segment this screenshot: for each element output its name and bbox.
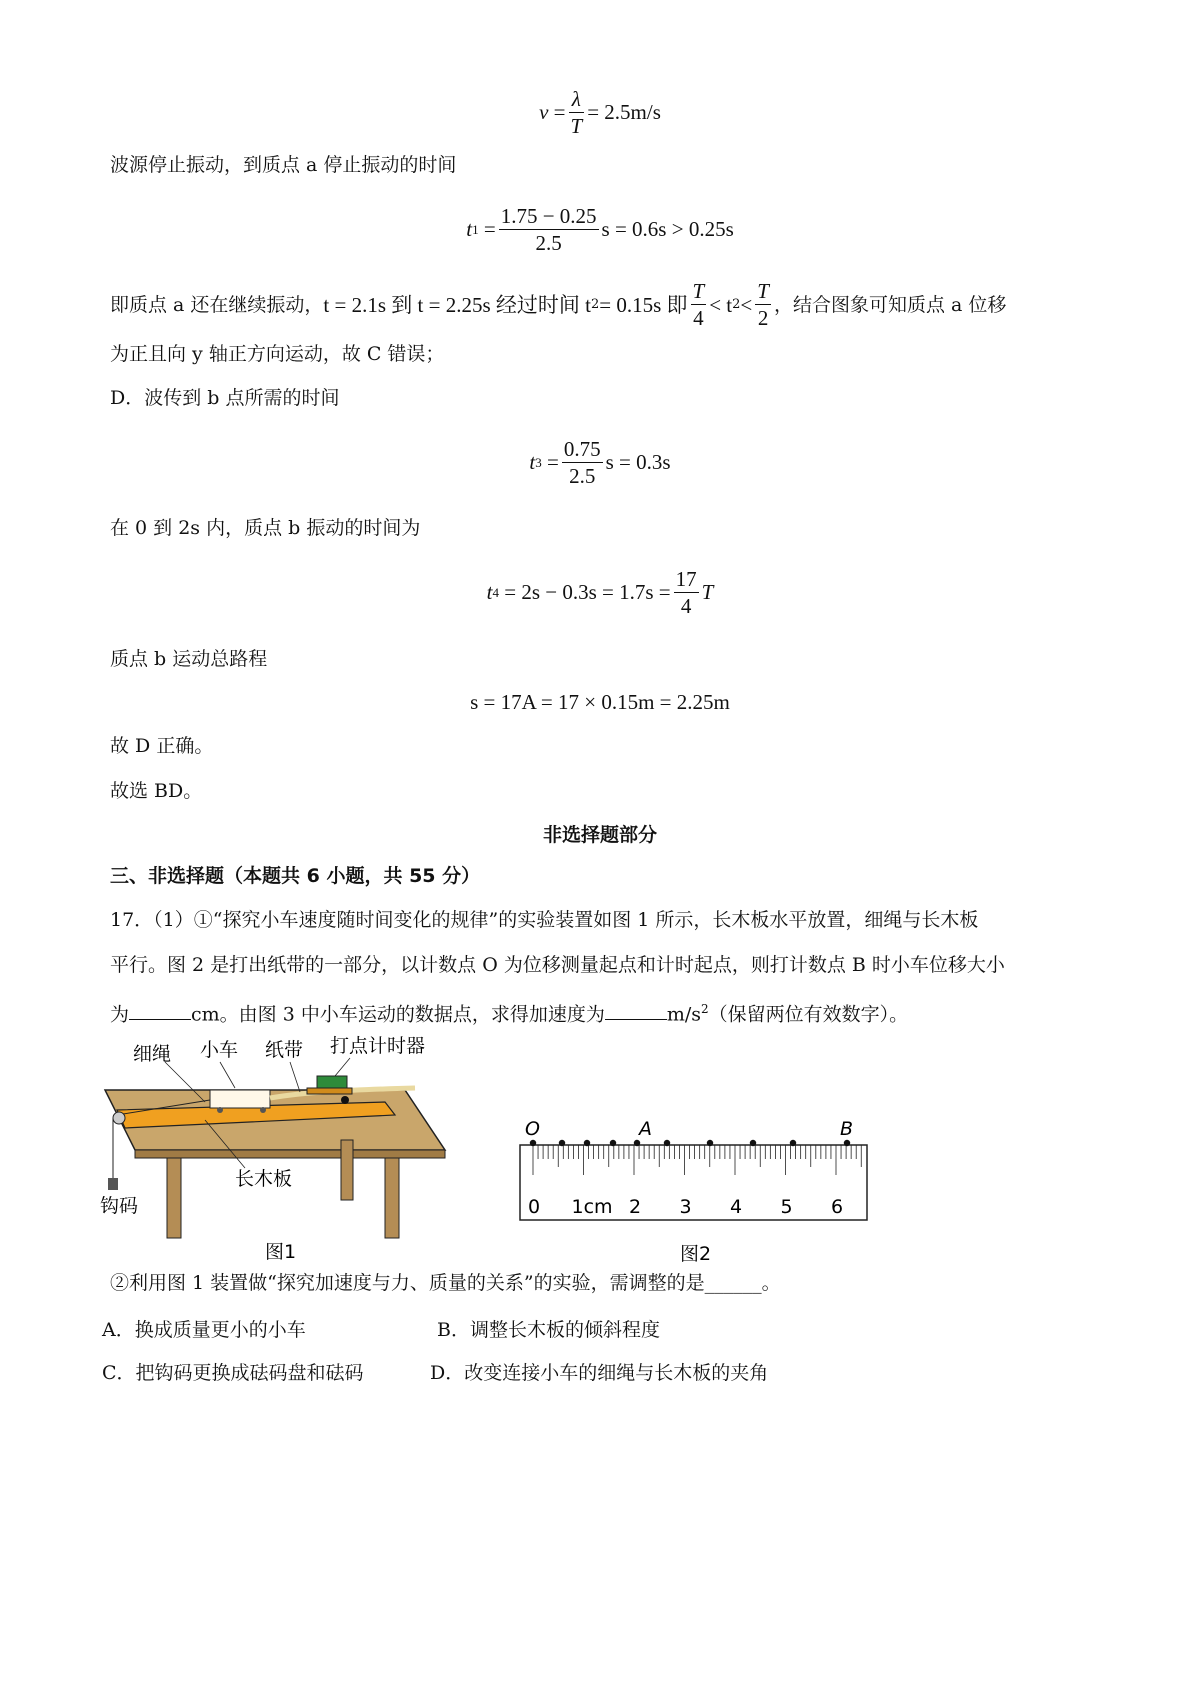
tape-dot — [707, 1140, 713, 1146]
label-string: 细绳 — [133, 1043, 172, 1065]
tape-dot — [634, 1140, 640, 1146]
tick-label: 5 — [780, 1196, 793, 1218]
text-line: 质点 b 运动总路程 — [110, 648, 268, 670]
equation-t1: t 1 = $\frac{1.75 - 0.25}{2.5}$ s = 0.6s > 0.25s — [466, 204, 734, 255]
option-b[interactable]: B．调整长木板的倾斜程度 — [437, 1319, 660, 1341]
section-title: 非选择题部分 — [542, 824, 657, 846]
section-heading: 三、非选择题（本题共 6 小题，共 55 分） — [110, 865, 481, 887]
equation-wave-speed: v = $\frac{\lambda}{T}$ = 2.5m/s — [539, 87, 661, 138]
text-line: 波源停止振动，到质点 a 停止振动的时间 — [110, 154, 457, 176]
tick-label: 6 — [831, 1196, 844, 1218]
table-leg — [341, 1140, 353, 1200]
point-label: B — [840, 1118, 854, 1140]
table-leg — [167, 1158, 181, 1238]
text-line: 在 0 到 2s 内，质点 b 振动的时间为 — [110, 517, 421, 539]
equation-t4: t 4 = 2s − 0.3s = 1.7s = $\frac{17}{4}$ T — [486, 567, 714, 618]
equation-distance: s = 17A = 17 × 0.15m = 2.25m — [470, 690, 730, 714]
question-17-line2: 平行。图 2 是打出纸带的一部分，以计数点 O 为位移测量起点和计时起点，则打计数点 B 时小车位移大小 — [110, 954, 1005, 976]
option-c[interactable]: C．把钩码更换成砝码盘和砝码 — [102, 1362, 364, 1384]
figure-1-caption: 图1 — [265, 1241, 297, 1263]
label-tape: 纸带 — [265, 1039, 304, 1061]
figure-1-apparatus — [95, 1030, 475, 1270]
table-leg — [385, 1158, 399, 1238]
label-weight: 钩码 — [100, 1195, 139, 1217]
label-board: 长木板 — [235, 1168, 293, 1190]
figure-2-ruler — [515, 1115, 875, 1265]
cart — [210, 1090, 270, 1108]
label-cart: 小车 — [200, 1039, 239, 1061]
figure-2-caption: 图2 — [680, 1243, 712, 1265]
question-17-line3: 为 cm。由图 3 中小车运动的数据点，求得加速度为 $m/s^2$（保留两位有效数字）。 — [110, 1002, 909, 1026]
tick-label: 2 — [629, 1196, 642, 1218]
point-labels — [525, 1118, 853, 1140]
label-timer: 打点计时器 — [330, 1035, 426, 1057]
text-line: 故选 BD。 — [110, 780, 203, 802]
tick-label: 1cm — [571, 1196, 613, 1218]
tape-dot — [530, 1140, 536, 1146]
text-line: D．波传到 b 点所需的时间 — [110, 387, 340, 409]
answer-blank[interactable] — [129, 1001, 191, 1020]
equation-t3: t 3 = $\frac{0.75}{2.5}$ s = 0.3s — [529, 437, 671, 488]
option-a[interactable]: A．换成质量更小的小车 — [102, 1319, 306, 1341]
tape-dot — [559, 1140, 565, 1146]
tape-dot — [610, 1140, 616, 1146]
tape-dot — [790, 1140, 796, 1146]
option-d[interactable]: D．改变连接小车的细绳与长木板的夹角 — [430, 1362, 769, 1384]
pulley — [113, 1112, 125, 1124]
text-line-time-range: 即质点 a 还在继续振动， t = 2.1s 到 t = 2.25s 经过时间 t 2 = 0.15s 即 $\frac{T}{4}$ < t 2 < $\frac{T}{2}$ ，结合图象可知质点 a 位移 — [110, 279, 1007, 330]
question-17-line1: 17．（1）①“探究小车速度随时间变化的规律”的实验装置如图 1 所示，长木板水平放置，细绳与长木板 — [110, 909, 979, 931]
tape-dot — [844, 1140, 850, 1146]
question-17-part2: ②利用图 1 装置做“探究加速度与力、质量的关系”的实验，需调整的是______。 — [110, 1272, 781, 1294]
tape-dot — [584, 1140, 590, 1146]
tape-dot — [664, 1140, 670, 1146]
tick-label: 0 — [528, 1196, 541, 1218]
tick-label: 3 — [679, 1196, 692, 1218]
text-line: 为正且向 y 轴正方向运动，故 C 错误； — [110, 343, 445, 365]
fraction: $\frac{\lambda}{T}$ — [570, 87, 583, 138]
text-line: 故 D 正确。 — [110, 735, 214, 757]
answer-blank[interactable] — [605, 1001, 667, 1020]
point-label: A — [639, 1118, 652, 1140]
table-edge — [135, 1150, 445, 1158]
tick-label: 4 — [730, 1196, 743, 1218]
point-label: O — [525, 1118, 540, 1140]
hook-weight — [108, 1178, 118, 1190]
tape-dot — [750, 1140, 756, 1146]
